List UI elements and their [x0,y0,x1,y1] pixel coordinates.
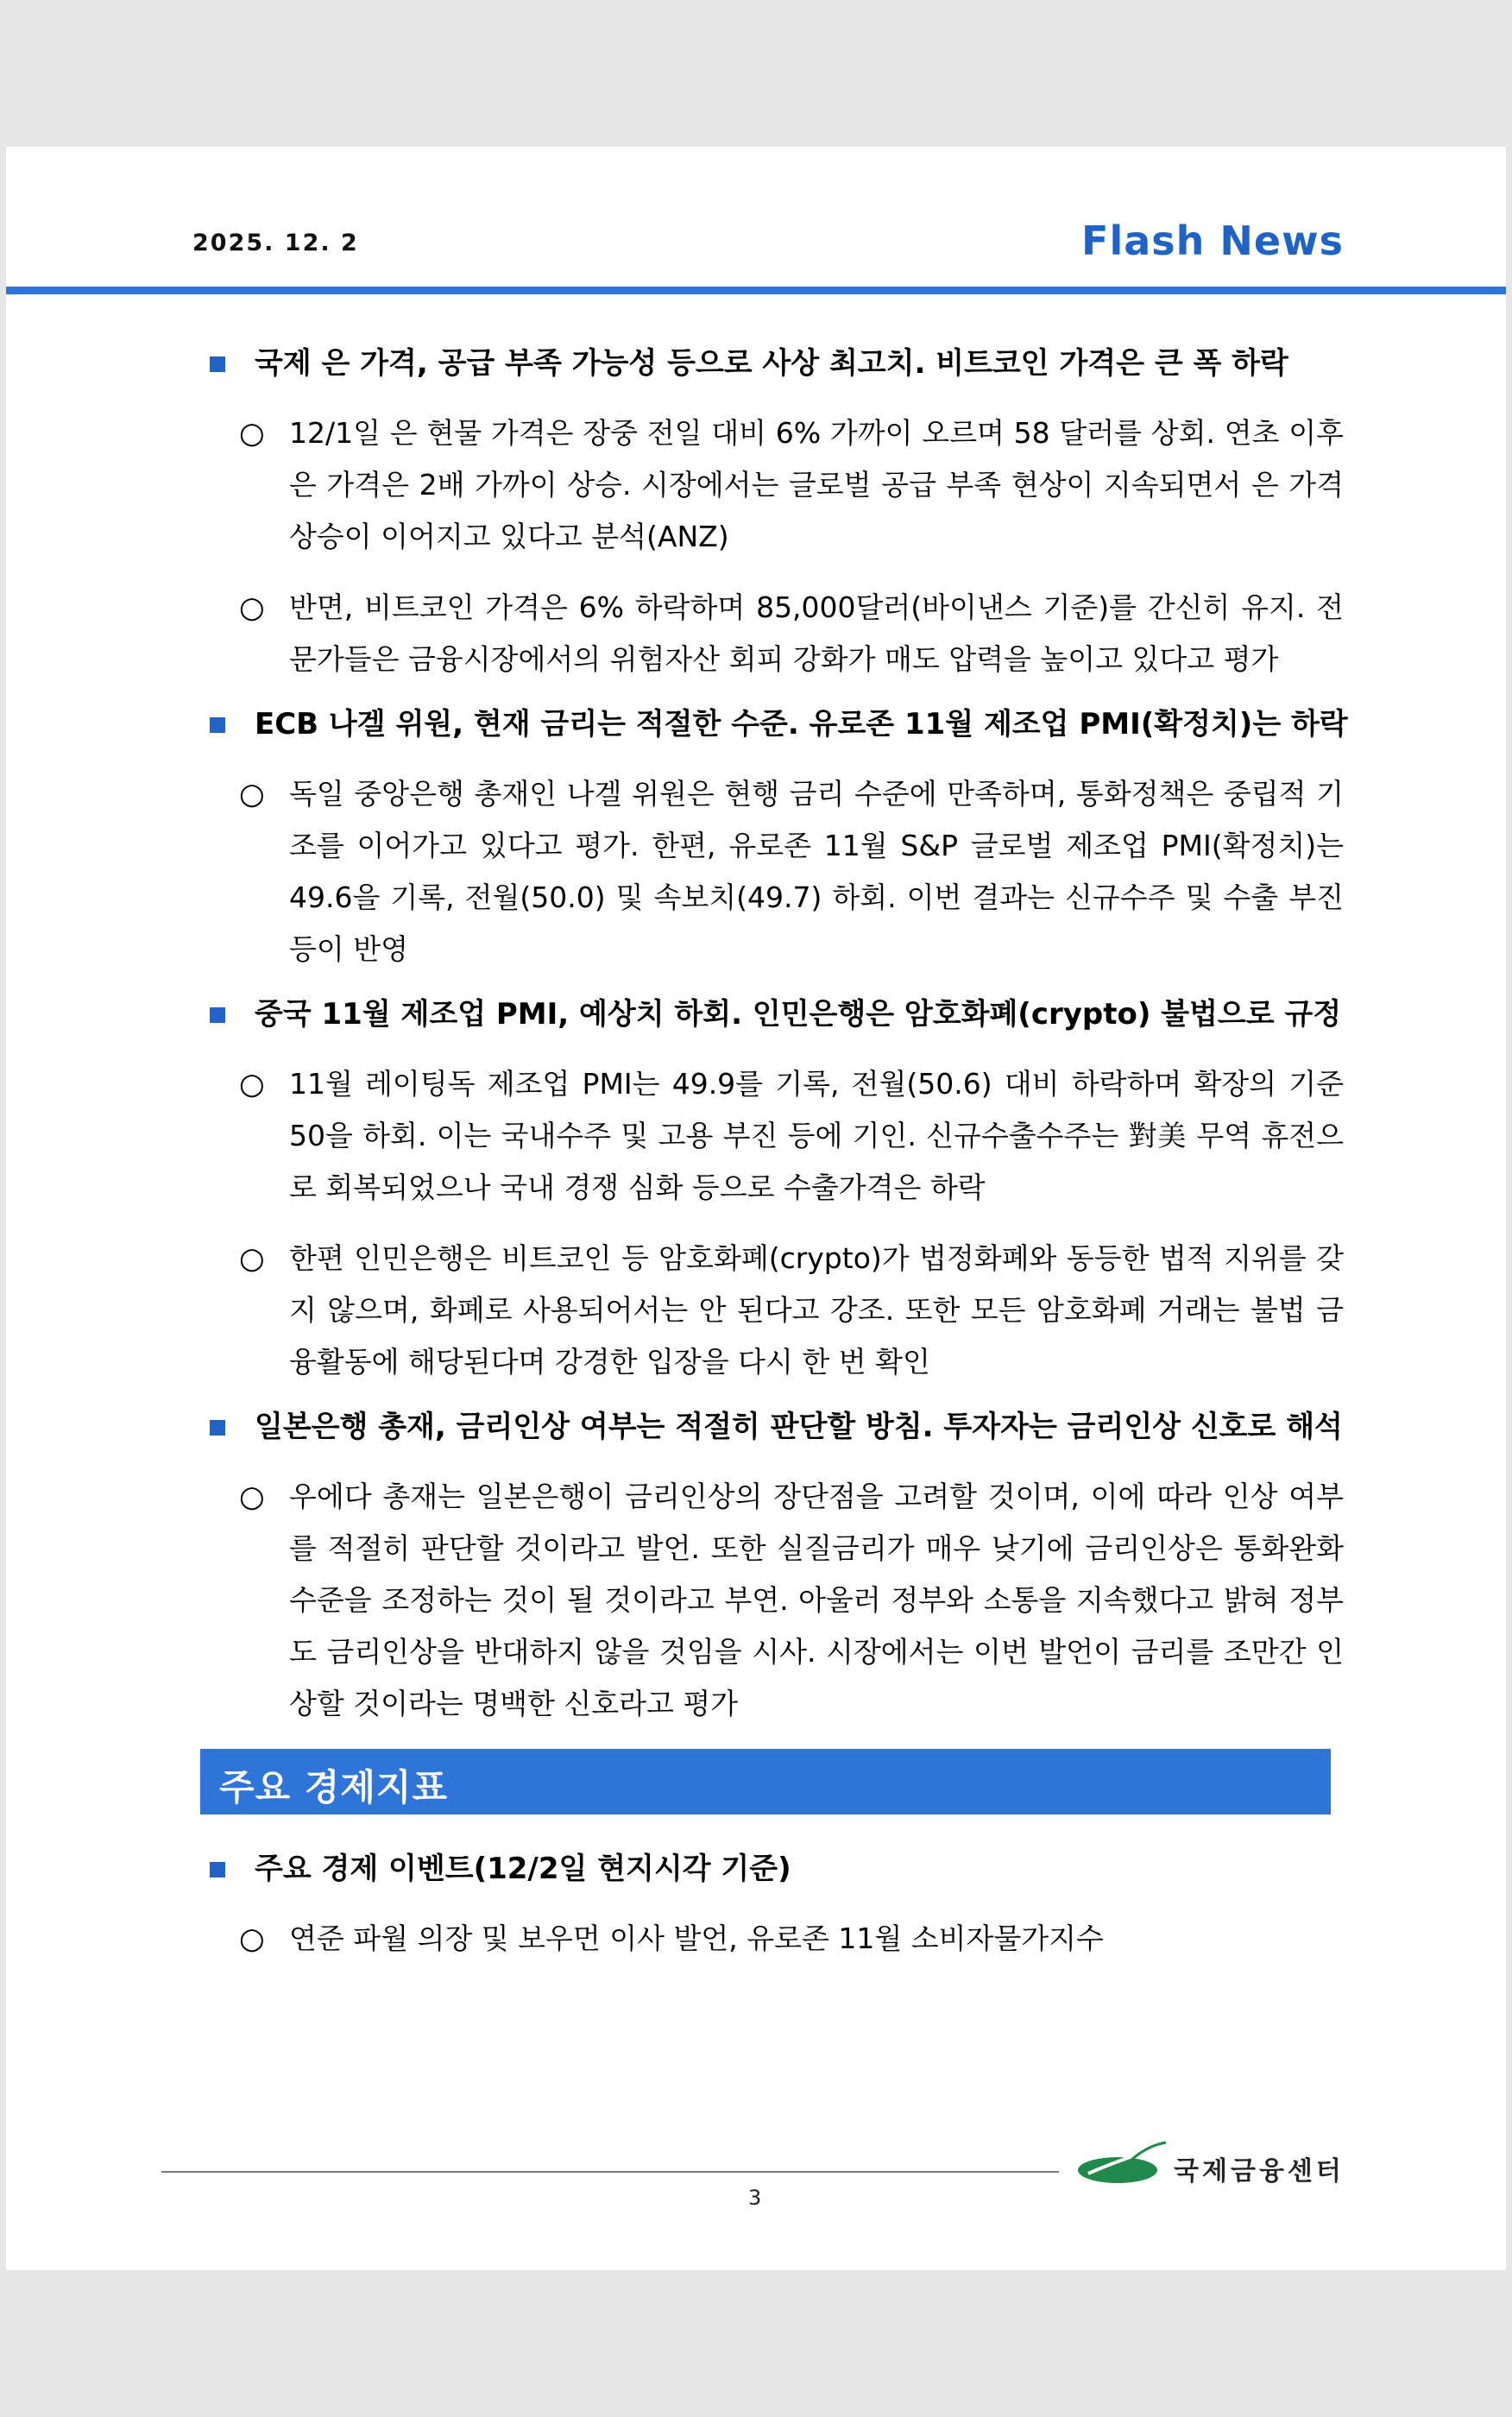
bullet-text: 우에다 총재는 일본은행이 금리인상의 장단점을 고려할 것이며, 이에 따라 인상 여부를 적절히 판단할 것이라고 발언. 또한 실질금리가 매우 낮기에 금리인상은 통화완화 수준을 조정하는 것이 될 것이라고 부연. 아울러 정부와 소통을 지속했다고 밝혀 정부도 금리인상을 반대하지 않을 것임을 시사. 시장에서는 이번 발언이 금리를 조만간 인상할 것이라는 명백한 신호라고 평가 [289,1480,1344,1720]
square-bullet-icon [210,1007,225,1023]
bullet-item [239,1233,1344,1388]
document-page [6,147,1506,2270]
headline [205,1407,1344,1447]
kcif-logo [1076,2141,1352,2193]
page-number: 3 [748,2186,762,2210]
report-date: 2025. 12. 2 [192,230,359,256]
bullet-item [239,1913,1344,1965]
bullet-item [239,582,1344,685]
header-rule [6,287,1506,294]
circle-bullet-icon: ○ [239,1480,265,1514]
headline [205,1849,1344,1889]
headline-text: 일본은행 총재, 금리인상 여부는 적절히 판단할 방침. 투자자는 금리인상 신호로 해석 [255,1410,1343,1444]
headline-text: 중국 11월 제조업 PMI, 예상치 하회. 인민은행은 암호화폐(crypto) 불법으로 규정 [255,997,1342,1032]
logo-text: 국제금융센터 [1174,2156,1345,2187]
footer-rule [161,2171,1059,2173]
circle-bullet-icon: ○ [239,1067,265,1101]
bullet-text: 12/1일 은 현물 가격은 장중 전일 대비 6% 가까이 오르며 58 달러를 상회. 연초 이후 은 가격은 2배 가까이 상승. 시장에서는 글로벌 공급 부족 현상이 지속되면서 은 가격 상승이 이어지고 있다고 분석(ANZ) [289,416,1344,553]
square-bullet-icon [210,1420,225,1436]
headline-text: 주요 경제 이벤트(12/2일 현지시각 기준) [255,1852,791,1886]
bullet-item [239,768,1344,975]
headline-text: ECB 나겔 위원, 현재 금리는 적절한 수준. 유로존 11월 제조업 PMI(확정치)는 하락 [255,707,1348,742]
circle-bullet-icon: ○ [239,777,265,811]
bullet-item [239,1471,1344,1730]
circle-bullet-icon: ○ [239,1922,265,1956]
headline [205,994,1344,1034]
bullet-text: 연준 파월 의장 및 보우먼 이사 발언, 유로존 11월 소비자물가지수 [289,1922,1104,1955]
bullet-item [239,407,1344,563]
circle-bullet-icon: ○ [239,1241,265,1276]
content-area [205,344,1348,1984]
bullet-text: 한편 인민은행은 비트코인 등 암호화폐(crypto)가 법정화폐와 동등한 법적 지위를 갖지 않으며, 화폐로 사용되어서는 안 된다고 강조. 또한 모든 암호화폐 거래는 불법 금융활동에 해당된다며 강경한 입장을 다시 한 번 확인 [289,1241,1344,1379]
square-bullet-icon [210,1862,225,1877]
logo-emblem-icon [1076,2141,1171,2193]
section-header-bar [200,1749,1331,1814]
bullet-text: 반면, 비트코인 가격은 6% 하락하며 85,000달러(바이낸스 기준)를 간신히 유지. 전문가들은 금융시장에서의 위험자산 회피 강화가 매도 압력을 높이고 있다고 평가 [289,590,1344,676]
bullet-item [239,1058,1344,1214]
report-title: Flash News [1081,218,1344,264]
circle-bullet-icon: ○ [239,590,265,625]
bullet-text: 독일 중앙은행 총재인 나겔 위원은 현행 금리 수준에 만족하며, 통화정책은 중립적 기조를 이어가고 있다고 평가. 한편, 유로존 11월 S&P 글로벌 제조업 PMI(확정치)는 49.6을 기록, 전월(50.0) 및 속보치(49.7) 하회. 이번 결과는 신규수주 및 수출 부진 등이 반영 [289,777,1344,966]
circle-bullet-icon: ○ [239,416,265,451]
headline-text: 국제 은 가격, 공급 부족 가능성 등으로 사상 최고치. 비트코인 가격은 큰 폭 하락 [255,346,1288,381]
section-title: 주요 경제지표 [219,1766,449,1808]
square-bullet-icon [210,717,225,733]
square-bullet-icon [210,357,225,372]
headline [205,344,1344,383]
bullet-text: 11월 레이팅독 제조업 PMI는 49.9를 기록, 전월(50.6) 대비 하락하며 확장의 기준 50을 하회. 이는 국내수주 및 고용 부진 등에 기인. 신규수출수주는 對美 무역 휴전으로 회복되었으나 국내 경쟁 심화 등으로 수출가격은 하락 [289,1067,1344,1204]
headline [205,704,1348,744]
